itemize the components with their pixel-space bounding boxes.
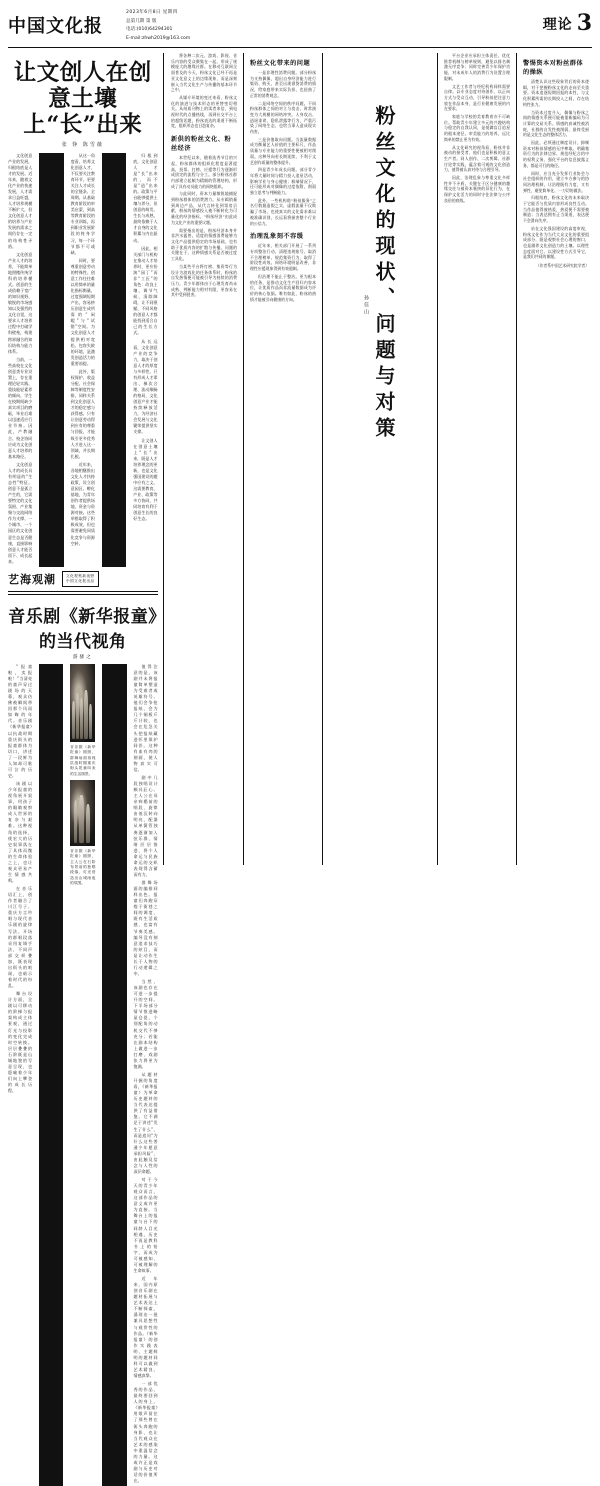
section-plate (8, 571, 158, 587)
paragraph: 归根结底，粉丝文化的未来取决于它能否与优质内容形成良性互动。当作品值得被热爱，热爱便不需要被制造；当表达拥有正当渠道，表达便不会滑向失序。 (523, 195, 589, 224)
paragraph: 同时，应当充分发挥行业协会与社会组织的作用，建立多方参与的协同治理机制，让治理既有力度，又有弹性，避免简单化、一刀切的做法。 (523, 171, 589, 194)
paragraph: 从这一角度看，培养文化创意人才，不仅要关注教育环节，更要关注人才成长的全链条、全周期。从基础教育阶段的审美启蒙，到高等教育阶段的专业训练，再到职业发展阶段的终身学习，每一个环节都不可或缺。 (71, 153, 95, 256)
paragraph: 因此，相关部门与机构在推动人才培养时，更应扮演“园丁”而非“工匠”的角色：改良土壤、调节气候、清除障碍，让不同禀赋、不同风格的创意人才都能找到适合自己的生长方式。 (133, 246, 157, 337)
article-secondary (8, 595, 158, 1486)
theory-column-c (441, 53, 513, 865)
plate-title: 艺海观潮 (8, 571, 56, 587)
paragraph: “报童啦，卖报啦！”当清亮的童声穿过剧场的天幕，观众仿佛被瞬间带回那个风雨如晦的年代。音乐剧《新华报童》以抗战时期重庆街头的报童群体为切口，讲述了一段鲜为人知却可歌可泣的历史。 (8, 664, 32, 779)
column-3 (133, 153, 157, 567)
masthead-email: E-mail:zhwh2019@163.com (126, 35, 504, 44)
paragraph: 群舞场面的编排同样出色。报童们奔跑穿梭于街巷之间的调度，既有生活质感，也富有节奏美感。编导没有刻意追求技巧的炫目，而是让动作生长于人物的行动逻辑之中。 (134, 880, 158, 977)
paragraph: 在音乐语汇上，创作者融合了川江号子、重庆方言吟唱与现代音乐剧的旋律写法。开场的群唱段落采用复调手法，不同声部交织叠加，既表现出街头的喧闹，也暗示着时代的纷乱。 (8, 886, 32, 989)
page-number: 3 (577, 14, 592, 34)
paragraph: 平台企业应承担主体责任，优化推荐机制与榜单规则，避免以排名刺激无序竞争；同时完善青少年保护功能，对未成年人的消费行为设置合理限制。 (444, 53, 510, 82)
masthead-meta (126, 6, 504, 44)
page-title: 让文创人在创意土壤上“长”出来 (8, 61, 158, 139)
plate-stamp-line1: 文化观察新视野 (66, 574, 95, 579)
column-divider (102, 664, 126, 1486)
paragraph: 因此，必须通过制度设计，抑制资本对粉丝情感的无序榨取。明确集资行为的法律边界、规范经纪合约中的权利义务、强化平台的信息披露义务，都是可行的路径。 (523, 140, 589, 169)
secondary-title: 音乐剧《新华报童》的当代视角 (8, 602, 158, 652)
paragraph: 本世纪以来，随着选秀节目的兴起，粉丝群体的组织化程度显著提高，投票、打榜、应援等行为逐渐形成固定的流程与分工。部分粉丝社群内部建立起颇为精细的管理结构，形成了具有动员能力的网络组织。 (171, 155, 237, 189)
theory-column-b (247, 53, 319, 865)
paragraph: 从文化研究的视角看，粉丝并非被动的接受者，他们也是积极的意义生产者。同人创作、二次剪辑、社群讨论等实践，蕴含着可观的文化创造力，值得被认真对待与合理引导。 (444, 145, 510, 174)
masthead-date: 2023年6月8日 星期四 (126, 9, 504, 18)
paragraph: 将各种二次元、游戏、影视、音乐内容的受众聚集在一起，形成了规模庞大的趣缘社群。在移动互联网全面普及的今天，粉丝文化已经不再是亚文化意义上的边缘现象，而是深刻嵌入当代文化生产与传播的基本环节之中。 (171, 53, 237, 93)
masthead-section (504, 6, 592, 34)
secondary-byline: 游骚之 (8, 654, 158, 660)
page-body (8, 53, 592, 865)
paragraph: 从题材开掘的角度看，《新华报童》为革命历史题材的当代表达提供了有益借鉴。它不满足于讲述“发生了什么”，而是追问“为什么这些普通少年愿意承担风险”，由此触及信念与人性的深层命题。 (134, 1072, 158, 1175)
photo-figures (70, 780, 95, 846)
column-divider (102, 153, 126, 567)
paragraph: 该剧以少年报童的视角展开叙事，用孩子的眼睛观察成人世界的复杂与艰难。这种视角的选择，使宏大的历史叙事落在了具体而微的生命体验之上，也让观众更易产生情感共鸣。 (8, 781, 32, 884)
paragraph: 文化创意产业的发展，归根结底是人才的发展。近年来，随着文化产业的快速发展，人才需求日益旺盛，人才培养规模不断扩大，但文化创意人才的培养与产业发展的需求之间仍存在一定的结构性矛盾。 (8, 153, 32, 250)
paragraph: 站在文化强国建设的高度审视，粉丝文化作为当代大众文化的重要组成部分，既是观察社会心理的窗口，也是涵养文化创造力的土壤。以理性态度面对它、以建设性方式引导它，是我们共同的课题。 (523, 226, 589, 260)
column-1 (8, 153, 32, 567)
author-affiliation: （作者系中国艺术研究院学者） (523, 263, 589, 269)
paragraph: 家庭与学校的美育教育亦不可缺位。帮助青少年建立多元的兴趣结构与稳定的自我认同，是抵御盲目追星的根本途径。审美能力的培养，远比简单的禁止更为有效。 (444, 114, 510, 143)
paragraph: 归根到底，文化创意人才是“长”出来的，而不是“造”出来的。政策与平台能够提供土壤与养分，但创意的萌发、生长与成熟，最终依赖于人才自身的文化积累与内在驱动。 (133, 153, 157, 244)
theory-byline: 孙佳山 (363, 295, 370, 316)
photo-group (70, 664, 95, 887)
paragraph: 此外，版权保护、收益分配、社会保障等制度性安排，同样关系到文化创意人才的稳定感与获得感。只有让创意劳动得到应有的尊重与回报，才能吸引更多优秀人才进入这一领域，并长期扎根。 (71, 369, 95, 460)
photo-caption-1: 音乐剧《新华报童》剧照，群舞场面再现抗战时期重庆街头报童叫卖的生活图景。 (70, 745, 95, 777)
theory-subhead-4: 警惕资本对粉丝群体的操纵 (523, 58, 589, 76)
paragraph: 从媒介环境的变迁来看，粉丝文化的演进与技术形态的更替密切相关。从纸质刊物上的读者来信，到电视时代的点播热线，再到社交平台上的超级话题，粉丝表达的渠道不断拓宽，组织形态也日趋复杂。 (171, 95, 237, 129)
theory-subhead-3: 治理乱象刻不容缓 (250, 231, 316, 240)
paragraph: 三是价值取向问题。当流量数据成为衡量艺人价值的主要标尺，作品质量与专业能力的重要性便被相对削弱。这种导向若长期延续，不利于文艺创作质量的整体提升。 (250, 137, 316, 166)
theory-region (168, 53, 592, 865)
column-divider (322, 53, 323, 865)
left-region (8, 53, 158, 865)
photo-figures (70, 664, 95, 742)
column-divider (243, 53, 244, 865)
paragraph: 清楚认识这些现象背后的资本逻辑，对于把握粉丝文化的走向至关重要。资本追逐短期回报的本性，与文化积累所需的长期投入之间，存在结构性张力。 (523, 79, 589, 108)
column-1 (8, 664, 32, 1486)
paragraph: 需要指出的是，粉丝经济本身并非洪水猛兽。适度的情感消费能够为文化产品提供稳定的市场基础，也有助于优质内容的扩散与传播。问题的关键在于，这种情感关系是否被过度工具化。 (171, 228, 237, 262)
paragraph: 让文创人在创意土壤上“长”出来，既是人才培养理念的更新，也是文化强国建设的题中应有之义。这需要教育、产业、政策等多方协同，共同培育有利于创意生长的良好生态。 (133, 438, 157, 523)
column-3 (134, 664, 158, 1486)
paragraph: 当然，该剧也存在可进一步提升的空间。下半场部分情节推进略显仓促，个别配角的动机交代不够充分；若能在剧本结构上做进一步打磨，戏剧张力将更为饱满。 (134, 979, 158, 1070)
column-2-with-photos (70, 664, 95, 1486)
paragraph: 从长远看，文化创意产业的竞争力，取决于创意人才的厚度与多样性。只有形成人才辈出、梯次合理、流动顺畅的格局，文化创意产业才能持续释放活力，为经济社会发展与文化繁荣提供坚实支撑。 (133, 339, 157, 436)
paragraph: 值得注意的是，该剧并未将报童简单塑造为受难者或英雄符号。他们会争抢报纸、会为几个铜板斤斤计较，也会在危急关头把报纸藏进怀里保护同伴。这种有血有肉的刻画，使人物真实可信。 (134, 664, 158, 773)
byline: 张 铮 陈雪薇 (8, 141, 158, 148)
newspaper-logo: 中国文化报 (8, 6, 126, 38)
paragraph: 舞台设计方面，全剧以可移动的阶梯与报架构成主体景观，通过灯光与投影的变化完成时空转换。层层叠叠的石阶既是山城地貌的写意呈现，也隐喻着少年们向上攀登的成长历程。 (8, 991, 32, 1094)
article-secondary-columns (8, 664, 158, 1486)
paragraph: 文艺工作者与经纪机构同样需要自律。以专业态度对待创作、以正向方式与受众互动，引导粉丝把注意力放在作品本身，是行业健康发展的内在要求。 (444, 84, 510, 113)
column-divider (437, 53, 438, 865)
paragraph: 一是非理性消费问题。部分粉丝为支持偶像，超出自身经济能力进行集资、购买，甚至出现借贷消费的情况，给家庭带来实际负担，也扭曲了正常的消费观念。 (250, 70, 316, 99)
masthead-phone: 电话:(010)64294301 (126, 26, 504, 35)
stage-photo-1 (70, 664, 95, 742)
column-2 (71, 153, 95, 567)
paragraph: 近年来，相关部门开展了一系列专项整治行动，清理违规账号、取消不合理榜单、规范集资行为，取得了阶段性成效。网络环境明显改善，非理性应援现象得到有效遏制。 (250, 243, 316, 272)
paragraph: 当资本过度介入，偶像与粉丝之间的情感关系便可能被重新编码为可计算的交易关系。情感的真诚性被消耗，社群的自发性被削弱，最终受损的是文化生态的整体活力。 (523, 110, 589, 139)
paragraph: 因此，治理乱象与尊重文化多样性并不矛盾。关键在于区分健康的趣缘交往与被资本裹挟的异化行为，在保护文化活力的同时守住法律与公序良俗的底线。 (444, 175, 510, 204)
article-lead-columns (8, 153, 158, 567)
column-divider (39, 664, 63, 1486)
paragraph: 当前，一些高校在文化创意类专业设置上，存在重理论轻实践、重技能轻素养的倾向。学生在校期间缺少真实项目的磨砺，毕业后难以迅速适应行业节奏。因此，产教融合、校企协同应成为文化创意人才培养的基本路径。 (8, 357, 32, 460)
paragraph: 剧中几段独唱设计颇具匠心。主人公在母亲病榻前的唱段，旋律由低沉转向明亮，配器从单簧管独奏逐渐加入弦乐群，情绪层层推进，将个人命运与民族命运的交织表现得含蓄而有力。 (134, 775, 158, 878)
article-lead (8, 53, 158, 595)
photo-caption-2: 音乐剧《新华报童》剧照，主人公在石阶布景前的独唱段落，灯光营造出山城雨夜的氛围。 (70, 849, 95, 887)
paragraph: 近年来，国内原创音乐剧在题材拓展与艺术表达上不断探索，涌现出一批兼具思想性与观赏性的作品。《新华报童》的创作实践表明，主题鲜明的题材同样可以做到艺术精良、情感真挚。 (134, 1276, 158, 1379)
plate-stamp-line2: 中国文化报出品 (66, 579, 95, 584)
masthead-issue: 总第几期 第 版 (126, 18, 504, 27)
column-divider (39, 153, 63, 567)
paragraph: 近年来，各地相继推出文化人才扶持政策，设立创意园区、孵化基地，为青年创作者提供场地、资金与资源对接。这些举措取得了积极成效，但也需要避免同质化竞争与资源空转。 (71, 462, 95, 547)
column-divider (516, 53, 517, 865)
theory-headline: 粉丝文化的现状、问题与对策 (370, 105, 397, 665)
plate-stamp (62, 571, 99, 587)
paragraph: 与此同时，资本力量敏锐地捕捉到粉丝群体的消费潜力。从专辑销量到周边产品，从代言转化到票房贡献，粉丝的情感投入被不断转化为可量化的经济指标，“粉丝经济”由此成为文化产业的重要议题。 (171, 191, 237, 225)
paragraph: 文化创意产业人才的培养，不能简单地照搬传统学科的培养模式。创意的生成依赖于宽广的知识视野、敏锐的市场感知以及强烈的文化自觉，这要求人才培养过程中打破学科壁垒，构建跨界融合的知识结构与能力体系。 (8, 252, 32, 355)
paragraph: 但治理不能止于整治。更为根本的任务，是推动文化生产回归内容本位，让优质作品而非流量数据成为评价的核心依据。唯有如此，粉丝的热情才能被引向健康的方向。 (250, 274, 316, 303)
theory-column-d (520, 53, 592, 865)
paragraph: 同时，要尊重创意劳动的特殊性。创意工作往往难以用简单的量化指标衡量，过度强调短期产出，容易挤压创意生成所需的“闲暇”与“试错”空间。为文化创意人才提供相对宽松、包容失败的环境，是激发创造活力的重要前提。 (71, 258, 95, 367)
masthead (8, 6, 592, 48)
vertical-headline-block (326, 53, 434, 865)
paragraph: 一部优秀的作品，最终要回到人的身上。《新华报童》用歌声留住了那些曾在街头奔跑的身影，也让当代观众在艺术的感染中重温信念的力量。这或许正是戏剧与历史对话的价值所在。 (134, 1381, 158, 1484)
paragraph: 此外，一些机构借“粉丝服务”之名行数据造假之实，虚假流量不仅欺骗了市场，也使真实的文化需求难以被准确识别，长远看将损害整个行业的公信力。 (250, 198, 316, 227)
paragraph: 当某些平台将打榜、集资等行为设计为游戏化的任务体系时，粉丝的自发热情便可能被引导为持续的消费压力。青少年群体由于心理发育尚未成熟、判断能力相对有限，更容易在其中受到侵害。 (171, 264, 237, 298)
theory-subhead-2: 粉丝文化带来的问题 (250, 58, 316, 67)
paragraph: 对于今天的青少年观众而言，这部作品的意义或许更为直接。当舞台上的报童与台下的同龄人目光相遇，历史不再是教科书上的铅字，而成为可被感知、可被理解的生命故事。 (134, 1177, 158, 1274)
paragraph: 文化创意人才的成长具有明显的“生态性”特征。创意不是孤立产生的，它需要特定的文化氛围、产业集聚与交流网络作为支撑。一个城市、一个园区的文化创意生态是否健康，直接影响创意人才能否留下、成长起来。 (8, 462, 32, 565)
theory-column-a (168, 53, 240, 865)
theory-subhead-1: 新供的粉丝文化、粉丝经济 (171, 134, 237, 152)
stage-photo-2 (70, 780, 95, 846)
paragraph: 四是青少年成长问题。部分青少年将大量时间与精力投入追星活动，影响学业与身心健康；极端情况下，还可能形成对偶像的过度依附，削弱独立思考与判断能力。 (250, 167, 316, 196)
paragraph: 二是网络空间的秩序问题。不同粉丝群体之间的对立与攻击，时常演变为大规模的网络冲突。人身攻击、造谣诽谤、隐私泄露等行为，严重污染了网络生态，也给当事人造成现实伤害。 (250, 101, 316, 135)
section-label: 理论 (543, 14, 573, 34)
